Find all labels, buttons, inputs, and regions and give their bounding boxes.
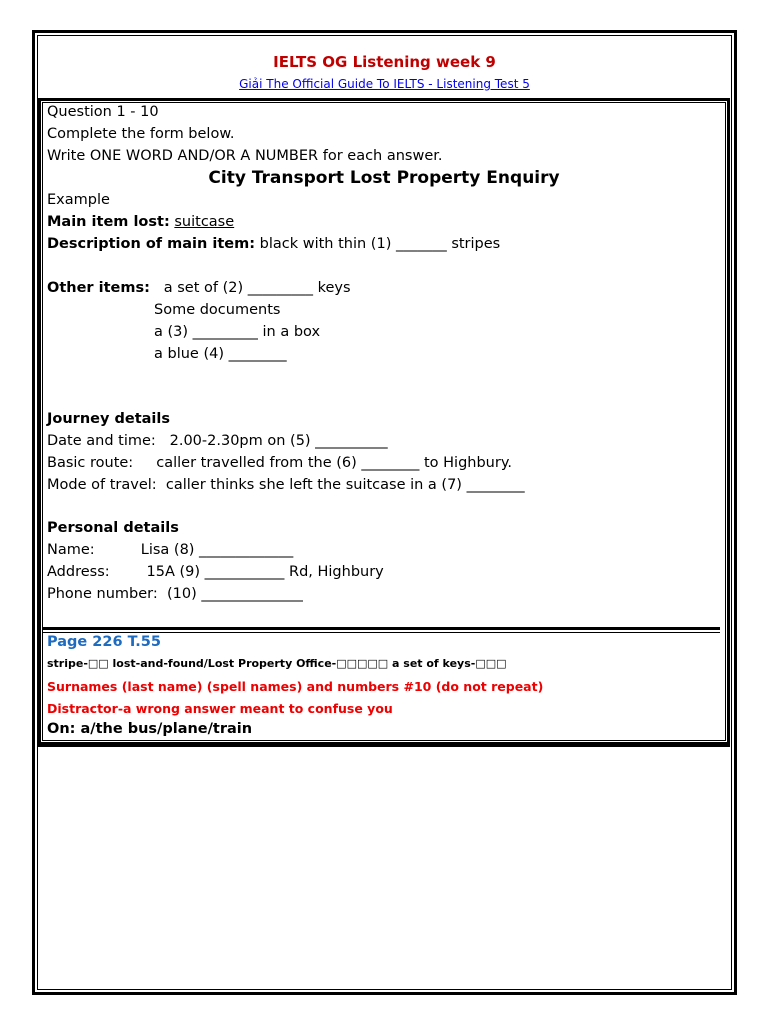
description-label: Description of main item: bbox=[47, 236, 256, 252]
mode-of-travel-row: Mode of travel: caller thinks she left the suitcase in a (7) ________ bbox=[47, 477, 525, 493]
section-divider bbox=[42, 627, 720, 630]
source-link[interactable]: Giải The Official Guide To IELTS - Listening Test 5 bbox=[239, 77, 530, 91]
instruction-line-1: Complete the form below. bbox=[47, 126, 235, 142]
instruction-line-2: Write ONE WORD AND/OR A NUMBER for each answer. bbox=[47, 148, 443, 164]
basic-route-row: Basic route: caller travelled from the (6) ________ to Highbury. bbox=[47, 455, 512, 471]
other-items-keys: a set of (2) _________ keys bbox=[149, 280, 351, 296]
date-time-row: Date and time: 2.00-2.30pm on (5) __________ bbox=[47, 433, 388, 449]
distractor-note: Distractor-a wrong answer meant to confuse you bbox=[47, 701, 393, 716]
vocabulary-note: stripe-□□ lost-and-found/Lost Property Office-□□□□□ a set of keys-□□□ bbox=[47, 657, 507, 670]
form-heading: City Transport Lost Property Enquiry bbox=[208, 168, 560, 188]
main-item-row bbox=[47, 213, 234, 231]
question-range: Question 1 - 10 bbox=[47, 104, 159, 120]
description-row bbox=[47, 235, 500, 253]
transport-note: On: a/the bus/plane/train bbox=[47, 721, 253, 737]
name-row: Name: Lisa (8) _____________ bbox=[47, 542, 294, 558]
other-items-box: a (3) _________ in a box bbox=[154, 324, 321, 340]
other-items-label: Other items: bbox=[47, 280, 150, 296]
bottom-divider bbox=[38, 745, 730, 747]
address-row: Address: 15A (9) ___________ Rd, Highbury bbox=[47, 564, 384, 580]
description-text: black with thin (1) _______ stripes bbox=[255, 236, 501, 252]
example-label: Example bbox=[47, 192, 110, 208]
other-items-row bbox=[47, 279, 351, 297]
personal-heading: Personal details bbox=[47, 520, 179, 536]
main-item-label: Main item lost: bbox=[47, 214, 170, 230]
surnames-note: Surnames (last name) (spell names) and numbers #10 (do not repeat) bbox=[47, 679, 544, 694]
document-title: IELTS OG Listening week 9 bbox=[273, 53, 496, 71]
main-item-value: suitcase bbox=[174, 214, 235, 230]
section-divider-thin bbox=[42, 632, 720, 633]
phone-row: Phone number: (10) ______________ bbox=[47, 586, 303, 602]
journey-heading: Journey details bbox=[47, 411, 170, 427]
page-reference: Page 226 T.55 bbox=[47, 634, 161, 650]
other-items-blue: a blue (4) ________ bbox=[154, 346, 287, 362]
document-header bbox=[38, 36, 731, 98]
other-items-documents: Some documents bbox=[154, 302, 281, 318]
